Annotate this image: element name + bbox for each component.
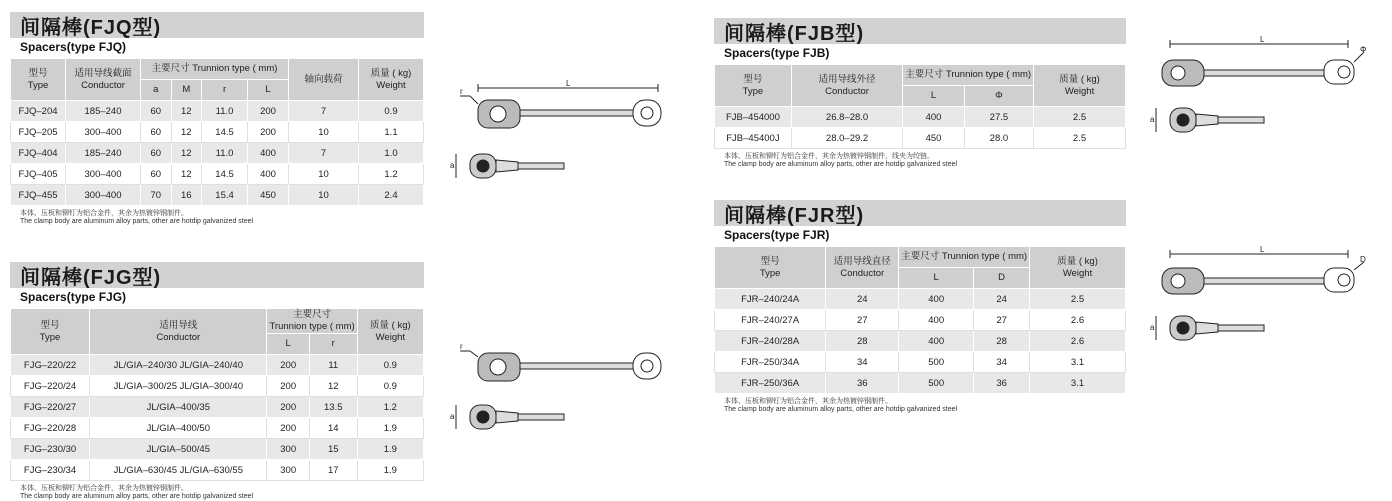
table-cell: JL/GIA–240/30 JL/GIA–240/40 (90, 355, 267, 376)
col-l: L (903, 86, 965, 107)
col-type: 型号 Type (715, 65, 792, 107)
spacer-drawing-fjb (1148, 30, 1378, 140)
cell-type: FJQ–205 (11, 122, 66, 143)
col-weight: 质量 ( kg) Weight (357, 309, 423, 355)
table-cell: 200 (267, 376, 309, 397)
note-en: The clamp body are aluminum alloy parts, other are hotdip galvanized steel (724, 161, 958, 168)
table-row (11, 460, 424, 481)
cell-type: FJQ–404 (11, 143, 66, 164)
cell-type: FJG–220/24 (11, 376, 90, 397)
cell-type: FJR–240/24A (715, 289, 826, 310)
table-cell: 200 (248, 101, 289, 122)
table-cell: 2.6 (1030, 310, 1126, 331)
dim-label: a (450, 412, 455, 421)
table-cell: 27 (974, 310, 1030, 331)
cell-type: FJG–230/34 (11, 460, 90, 481)
col-conductor: 适用导线外径 Conductor (791, 65, 902, 107)
table-cell: 34 (826, 352, 899, 373)
table-cell: 2.5 (1034, 107, 1126, 128)
cell-type: FJR–240/28A (715, 331, 826, 352)
table-cell: 12 (171, 143, 202, 164)
table-row (11, 376, 424, 397)
table-cell: 1.1 (359, 122, 424, 143)
table-cell: 200 (267, 397, 309, 418)
table-cell: 1.0 (359, 143, 424, 164)
table-row (11, 355, 424, 376)
table-cell: 15 (309, 439, 357, 460)
table-cell: 1.9 (357, 418, 423, 439)
table-cell: 2.5 (1030, 289, 1126, 310)
table-cell: 10 (289, 164, 359, 185)
table-cell: JL/GIA–300/25 JL/GIA–300/40 (90, 376, 267, 397)
table-cell: 70 (141, 185, 172, 206)
table-cell: 11 (309, 355, 357, 376)
section-title: 间隔棒(FJG型) (10, 262, 424, 288)
table-cell: 185–240 (66, 101, 141, 122)
cell-type: FJG–230/30 (11, 439, 90, 460)
table-cell: 28.0 (964, 128, 1033, 149)
table-cell: 500 (899, 352, 974, 373)
table-row (11, 418, 424, 439)
table-cell: 24 (826, 289, 899, 310)
section-fjb (714, 18, 1126, 169)
table-row (715, 128, 1126, 149)
table-cell: 400 (899, 331, 974, 352)
col-weight: 质量 ( kg) Weight (1034, 65, 1126, 107)
table-cell: 27.5 (964, 107, 1033, 128)
table-cell: 13.5 (309, 397, 357, 418)
dim-label: a (450, 161, 455, 170)
table-cell: 12 (171, 164, 202, 185)
table-cell: 2.6 (1030, 331, 1126, 352)
table-row (715, 352, 1126, 373)
table-row (11, 439, 424, 460)
table-cell: 11.0 (202, 143, 248, 164)
table-row (11, 122, 424, 143)
dim-label: a (1150, 115, 1155, 124)
table-cell: 400 (899, 310, 974, 331)
table-cell: 28.0–29.2 (791, 128, 902, 149)
dim-label: L (1260, 35, 1265, 44)
table-cell: 450 (903, 128, 965, 149)
section-title: 间隔棒(FJR型) (714, 200, 1126, 226)
cell-type: FJQ–455 (11, 185, 66, 206)
col-a: a (141, 80, 172, 101)
table-cell: 60 (141, 164, 172, 185)
table-row (715, 331, 1126, 352)
note-cn: 本体、压板和铆钉为铝合金件，其余为热镀锌钢制件。 (724, 398, 892, 405)
table-cell: 400 (899, 289, 974, 310)
col-r: r (202, 80, 248, 101)
table-row (11, 143, 424, 164)
table-cell: 300–400 (66, 185, 141, 206)
spec-table-fjr (714, 246, 1126, 394)
note-cn: 本体、压板和铆钉为铝合金件，其余为热镀锌钢制件。 (20, 210, 188, 217)
col-d: D (974, 268, 1030, 289)
table-cell: 0.9 (357, 355, 423, 376)
section-subtitle: Spacers(type FJR) (724, 228, 830, 242)
table-row (11, 164, 424, 185)
table-cell: 16 (171, 185, 202, 206)
col-l: L (267, 334, 309, 355)
section-fjq (10, 12, 424, 226)
cell-type: FJB–45400J (715, 128, 792, 149)
table-cell: 400 (248, 164, 289, 185)
table-row (715, 289, 1126, 310)
col-l: L (248, 80, 289, 101)
table-cell: 300 (267, 439, 309, 460)
dim-label: r (460, 342, 463, 351)
col-trunnion: 主要尺寸 Trunnion type ( mm) (899, 247, 1030, 268)
table-cell: 7 (289, 143, 359, 164)
table-row (715, 107, 1126, 128)
table-cell: 15.4 (202, 185, 248, 206)
table-cell: 60 (141, 143, 172, 164)
col-weight: 质量 ( kg) Weight (1030, 247, 1126, 289)
dim-label: a (1150, 323, 1155, 332)
cell-type: FJG–220/28 (11, 418, 90, 439)
table-cell: 500 (899, 373, 974, 394)
cell-type: FJB–454000 (715, 107, 792, 128)
table-row (715, 373, 1126, 394)
table-cell: 1.2 (359, 164, 424, 185)
table-cell: 1.2 (357, 397, 423, 418)
table-cell: 3.1 (1030, 373, 1126, 394)
table-cell: 27 (826, 310, 899, 331)
table-cell: 36 (826, 373, 899, 394)
table-cell: 10 (289, 185, 359, 206)
table-cell: 2.5 (1034, 128, 1126, 149)
dim-label: r (460, 87, 463, 96)
table-cell: JL/GIA–500/45 (90, 439, 267, 460)
table-row (715, 310, 1126, 331)
note-cn: 本体、压板和铆钉为铝合金件，其余为热镀锌钢制件，线夹为绞链。 (724, 153, 934, 160)
col-weight: 质量 ( kg) Weight (359, 59, 424, 101)
section-title: 间隔棒(FJB型) (714, 18, 1126, 44)
table-cell: JL/GIA–400/50 (90, 418, 267, 439)
spec-table-fjq (10, 58, 424, 206)
cell-type: FJG–220/27 (11, 397, 90, 418)
table-cell: 400 (248, 143, 289, 164)
table-row (11, 101, 424, 122)
col-conductor: 适用导线 Conductor (90, 309, 267, 355)
table-cell: 17 (309, 460, 357, 481)
table-cell: 200 (267, 418, 309, 439)
note-en: The clamp body are aluminum alloy parts, other are hotdip galvanized steel (724, 406, 958, 413)
section-fjr (714, 200, 1126, 414)
dim-label: D (1360, 255, 1366, 264)
col-axial-load: 轴向载荷 (289, 59, 359, 101)
table-cell: 300 (267, 460, 309, 481)
table-row (11, 397, 424, 418)
cell-type: FJR–240/27A (715, 310, 826, 331)
col-trunnion: 主要尺寸 Trunnion type ( mm) (267, 309, 357, 334)
cell-type: FJR–250/36A (715, 373, 826, 394)
col-conductor: 适用导线直径 Conductor (826, 247, 899, 289)
table-cell: 2.4 (359, 185, 424, 206)
spec-table-fjg (10, 308, 424, 481)
note-en: The clamp body are aluminum alloy parts, other are hotdip galvanized steel (20, 218, 254, 225)
section-subtitle: Spacers(type FJQ) (20, 40, 127, 54)
dim-label: L (1260, 245, 1265, 254)
table-cell: 26.8–28.0 (791, 107, 902, 128)
section-subtitle: Spacers(type FJB) (724, 46, 830, 60)
table-cell: 34 (974, 352, 1030, 373)
table-cell: 28 (974, 331, 1030, 352)
dim-label: Φ (1360, 45, 1367, 54)
table-cell: 7 (289, 101, 359, 122)
table-row (11, 185, 424, 206)
table-cell: 12 (171, 101, 202, 122)
table-cell: 0.9 (357, 376, 423, 397)
table-cell: 300–400 (66, 164, 141, 185)
col-type: 型号 Type (11, 309, 90, 355)
spacer-drawing-fjq (448, 80, 678, 190)
section-fjg (10, 262, 424, 501)
dim-label: L (566, 80, 571, 88)
col-trunnion: 主要尺寸 Trunnion type ( mm) (141, 59, 289, 80)
col-m: M (171, 80, 202, 101)
table-cell: 3.1 (1030, 352, 1126, 373)
col-phi: Φ (964, 86, 1033, 107)
col-trunnion: 主要尺寸 Trunnion type ( mm) (903, 65, 1034, 86)
table-cell: 24 (974, 289, 1030, 310)
table-cell: 1.9 (357, 439, 423, 460)
table-cell: 28 (826, 331, 899, 352)
col-type: 型号 Type (715, 247, 826, 289)
cell-type: FJQ–405 (11, 164, 66, 185)
table-cell: 185–240 (66, 143, 141, 164)
table-cell: 36 (974, 373, 1030, 394)
table-cell: JL/GIA–630/45 JL/GIA–630/55 (90, 460, 267, 481)
section-subtitle: Spacers(type FJG) (20, 290, 127, 304)
table-cell: 400 (903, 107, 965, 128)
col-type: 型号 Type (11, 59, 66, 101)
col-conductor: 适用导线截面 Conductor (66, 59, 141, 101)
cell-type: FJQ–204 (11, 101, 66, 122)
table-cell: 200 (267, 355, 309, 376)
table-cell: 11.0 (202, 101, 248, 122)
table-cell: 14.5 (202, 122, 248, 143)
table-cell: 0.9 (359, 101, 424, 122)
table-cell: 14 (309, 418, 357, 439)
table-cell: 450 (248, 185, 289, 206)
table-cell: 1.9 (357, 460, 423, 481)
col-r: r (309, 334, 357, 355)
table-cell: 60 (141, 101, 172, 122)
table-cell: JL/GIA–400/35 (90, 397, 267, 418)
spacer-drawing-fjr (1148, 240, 1378, 350)
table-cell: 300–400 (66, 122, 141, 143)
spacer-drawing-fjg (448, 335, 678, 445)
note-cn: 本体、压板和铆钉为铝合金件，其余为热镀锌钢制件。 (20, 485, 188, 492)
col-l: L (899, 268, 974, 289)
section-title: 间隔棒(FJQ型) (10, 12, 424, 38)
table-cell: 12 (309, 376, 357, 397)
cell-type: FJR–250/34A (715, 352, 826, 373)
table-cell: 12 (171, 122, 202, 143)
spec-table-fjb (714, 64, 1126, 149)
table-cell: 10 (289, 122, 359, 143)
table-cell: 60 (141, 122, 172, 143)
note-en: The clamp body are aluminum alloy parts, other are hotdip galvanized steel (20, 493, 254, 500)
table-cell: 14.5 (202, 164, 248, 185)
cell-type: FJG–220/22 (11, 355, 90, 376)
table-cell: 200 (248, 122, 289, 143)
